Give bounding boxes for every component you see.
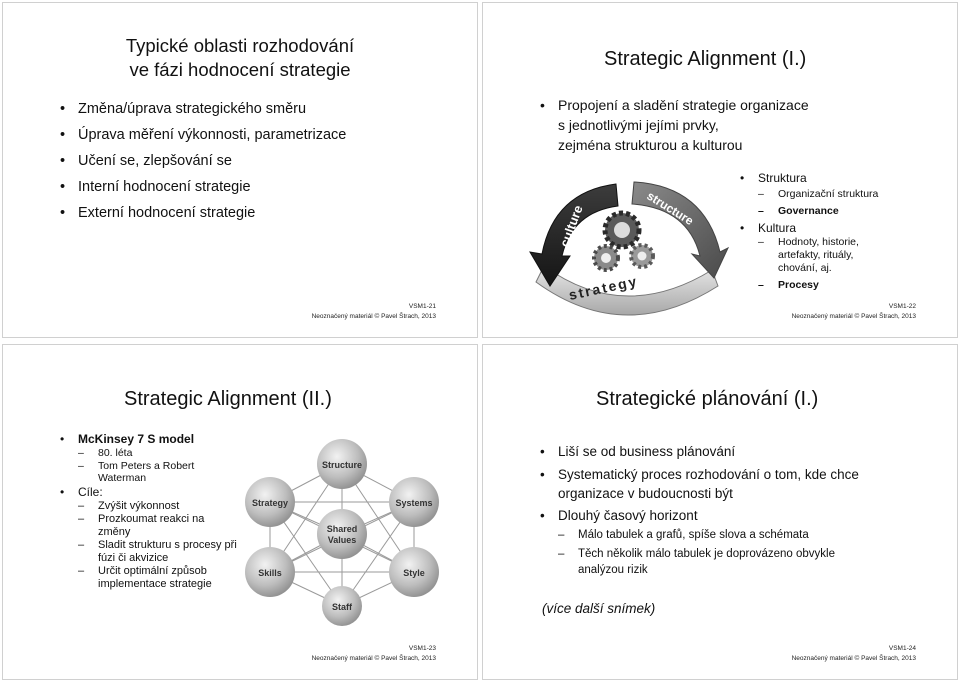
list-item: – Procesy: [758, 279, 948, 292]
slide-footer: VSM1-22 Neoznačený materiál © Pavel Štrach, 2013: [791, 302, 916, 320]
svg-text:Values: Values: [327, 535, 357, 545]
list-item: • Učení se, zlepšování se: [58, 148, 346, 174]
list-item: – Tom Peters a Robert Waterman: [78, 460, 238, 485]
list-item: • Dlouhý časový horizont – Málo tabulek a grafů, spíše slova a schémata – Těch několik málo tabulek je doprovázeno obvykle analýzou rizik: [538, 506, 938, 578]
node-shared-values: [317, 509, 367, 559]
list-item: • Změna/úprava strategického směru: [58, 96, 346, 122]
svg-text:Style: Style: [403, 568, 425, 578]
bullet-list: [58, 96, 346, 226]
structure-label: structure: [644, 188, 696, 229]
list-item: • Systematický proces rozhodování o tom, kde chce organizace v budoucnosti být: [538, 465, 938, 503]
slide-title: Strategické plánování (I.): [596, 388, 819, 410]
list-item: • Struktura – Organizační struktura – Governance: [738, 170, 948, 220]
list-item: – Zvýšit výkonnost: [78, 500, 238, 513]
slide-title: Typické oblasti rozhodování ve fázi hodnocení strategie: [125, 35, 355, 81]
list-item: • Liší se od business plánování: [538, 442, 938, 461]
slide-vsm1-22: [482, 2, 958, 338]
list-item: – Sladit strukturu s procesy při fúzi či akvizice: [78, 539, 238, 565]
planning-list: [538, 442, 938, 578]
strategy-label: strategy: [567, 272, 640, 303]
slide-title: Strategic Alignment (II.): [124, 388, 332, 410]
alignment-cycle-diagram: [524, 174, 730, 326]
list-item: – Prozkoumat reakci na změny: [78, 513, 238, 539]
list-item: – Hodnoty, historie, artefakty, rituály, chování, aj.: [758, 236, 948, 275]
node-style: [389, 547, 439, 597]
node-skills: [245, 547, 295, 597]
node-staff: [322, 586, 362, 626]
list-item: • Interní hodnocení strategie: [58, 174, 346, 200]
svg-text:Skills: Skills: [258, 568, 282, 578]
svg-text:Staff: Staff: [332, 602, 352, 612]
mckinsey-7s-diagram: [242, 436, 442, 626]
gear-icon: [594, 213, 653, 270]
svg-text:Structure: Structure: [321, 460, 363, 470]
slide-vsm1-23: [2, 344, 478, 680]
slide-vsm1-21: [2, 2, 478, 338]
list-item: • Úprava měření výkonnosti, parametrizace: [58, 122, 346, 148]
note-text: (více další snímek): [542, 601, 656, 616]
list-item: • Kultura – Hodnoty, historie, artefakty, rituály, chování, aj. – Procesy: [738, 220, 948, 292]
node-systems: [389, 477, 439, 527]
culture-label: culture: [556, 203, 586, 250]
svg-text:Shared: Shared: [326, 524, 358, 534]
svg-text:Systems: Systems: [395, 498, 433, 508]
intro-bullet: [538, 95, 809, 155]
svg-text:Strategy: Strategy: [251, 498, 289, 508]
slide-title: Strategic Alignment (I.): [604, 48, 807, 70]
slide-footer: VSM1-24 Neoznačený materiál © Pavel Štrach, 2013: [791, 644, 916, 662]
list-item: – 80. léta: [78, 447, 238, 460]
node-strategy: [245, 477, 295, 527]
list-item: • Externí hodnocení strategie: [58, 200, 346, 226]
alignment-detail-list: [738, 170, 948, 292]
list-item: • Propojení a sladění strategie organizace s jednotlivými jejími prvky, zejména strukturou a kulturou: [538, 95, 809, 155]
list-item: • McKinsey 7 S model – 80. léta – Tom Peters a Robert Waterman: [58, 432, 238, 485]
node-structure: [317, 439, 367, 489]
list-item: – Organizační struktura: [758, 186, 948, 203]
list-item: – Governance: [758, 203, 948, 220]
slide-footer: VSM1-23 Neoznačený materiál © Pavel Štrach, 2013: [311, 644, 436, 662]
list-item: – Těch několik málo tabulek je doprovázeno obvykle analýzou rizik: [558, 546, 938, 578]
list-item: – Určit optimální způsob implementace strategie: [78, 565, 238, 591]
list-item: – Málo tabulek a grafů, spíše slova a schémata: [558, 527, 938, 543]
slide-vsm1-24: [482, 344, 958, 680]
mckinsey-text: [58, 432, 238, 591]
slide-footer: VSM1-21 Neoznačený materiál © Pavel Štrach, 2013: [311, 302, 436, 320]
list-item: • Cíle: – Zvýšit výkonnost – Prozkoumat reakci na změny – Sladit strukturu s procesy při fúzi či akvizice – Určit optimální způsob implementace strategie: [58, 485, 238, 591]
